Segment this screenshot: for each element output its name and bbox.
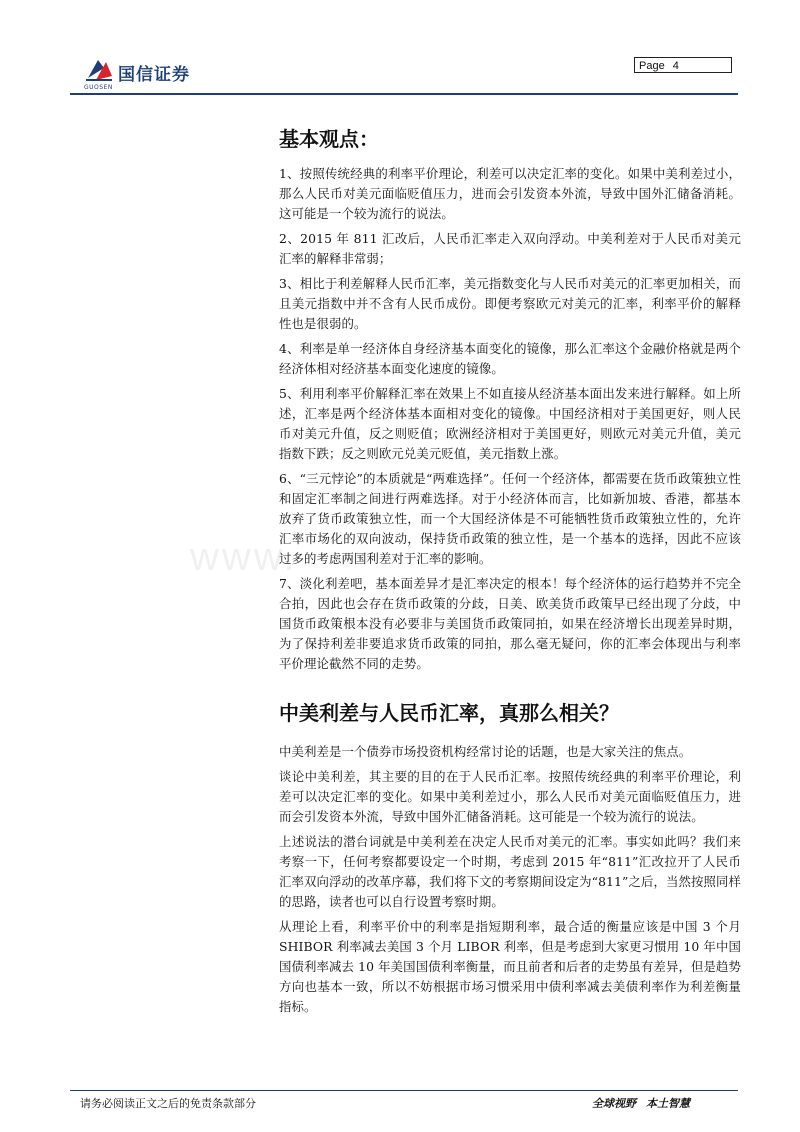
article-body: [279, 126, 741, 1022]
footer-disclaimer: 请务必阅读正文之后的免责条款部分: [80, 1097, 256, 1110]
paragraph: 6、“三元悖论”的本质就是“两难选择”。任何一个经济体，都需要在货币政策独立性和固定汇率制之间进行两难选择。对于小经济体而言，比如新加坡、香港，都基本放弃了货币政策独立性，而一个大国经济体是不可能牺牲货币政策独立性的，允许汇率市场化的双向波动，保持货币政策的独立性，是一个基本的选择，因此不应该过多的考虑两国利差对于汇率的影响。: [279, 471, 741, 566]
paragraph: 7、淡化利差吧，基本面差异才是汇率决定的根本！每个经济体的运行趋势并不完全合拍，因此也会存在货币政策的分歧，日美、欧美货币政策早已经出现了分歧，中国货币政策根本没有必要非与美国货币政策同拍，如果在经济增长出现差异时期，为了保持利差非要追求货币政策的同拍，那么毫无疑问，你的汇率会体现出与利率平价理论截然不同的走势。: [279, 576, 741, 671]
paragraph: 中美利差是一个债券市场投资机构经常讨论的话题，也是大家关注的焦点。: [279, 744, 692, 759]
slogan-global-vision: 全球视野: [592, 1097, 636, 1110]
watermark: www.: [190, 535, 298, 579]
page-label: Page: [639, 60, 665, 72]
paragraph: 5、利用利率平价解释汇率在效果上不如直接从经济基本面出发来进行解释。如上所述，汇率是两个经济体基本面相对变化的镜像。中国经济相对于美国更好，则人民币对美元升值，反之则贬值；欧洲经济相对于美国更好，则欧元对美元升值，美元指数下跌；反之则欧元兑美元贬值，美元指数上涨。: [279, 386, 741, 461]
page-number: 4: [672, 60, 679, 72]
guosen-logo-icon: [84, 56, 114, 84]
slogan-local-wisdom: 本土智慧: [646, 1097, 690, 1110]
paragraph: 谈论中美利差，其主要的目的在于人民币汇率。按照传统经典的利率平价理论，利差可以决定汇率的变化。如果中美利差过小，那么人民币对美元面临贬值压力，进而会引发资本外流，导致中国外汇储备消耗。这可能是一个较为流行的说法。: [279, 769, 741, 824]
paragraph: 1、按照传统经典的利率平价理论，利差可以决定汇率的变化。如果中美利差过小，那么人民币对美元面临贬值压力，进而会引发资本外流，导致中国外汇储备消耗。这可能是一个较为流行的说法。: [279, 166, 741, 221]
section-title-key-points: 基本观点：: [279, 127, 379, 151]
paragraph: 3、相比于利差解释人民币汇率，美元指数变化与人民币对美元的汇率更加相关，而且美元指数中并不含有人民币成份。即便考察欧元对美元的汇率，利率平价的解释性也是很弱的。: [279, 276, 741, 331]
paragraph: 上述说法的潜台词就是中美利差在决定人民币对美元的汇率。事实如此吗？我们来考察一下，任何考察都要设定一个时期，考虑到 2015 年“811”汇改拉开了人民币汇率双向浮动的改革序幕，我们将下文的考察期间设定为“811”之后，当然按照同样的思路，读者也可以自行设置考察时期。: [279, 834, 741, 909]
paragraph: 从理论上看，利率平价中的利率是指短期利率，最合适的衡量应该是中国 3 个月 SHIBOR 利率减去美国 3 个月 LIBOR 利率，但是考虑到大家更习惯用 10 年中国国债利率减去 10 年美国国债利率衡量，而且前者和后者的走势虽有差异，但是趋势方向也基本一致，所以不妨根据市场习惯采用中债利率减去美债利率作为利差衡量指标。: [279, 919, 741, 1014]
paragraph: 4、利率是单一经济体自身经济基本面变化的镜像，那么汇率这个金融价格就是两个经济体相对经济基本面变化速度的镜像。: [279, 341, 741, 376]
section-title-spread-vs-rmb: 中美利差与人民币汇率，真那么相关？: [279, 701, 619, 725]
brand-name: 国信证券: [118, 65, 190, 85]
page-indicator: [634, 57, 732, 73]
brand-logo: [84, 56, 204, 92]
footer-slogan: [592, 1095, 690, 1111]
brand-sub: GUOSEN: [84, 84, 113, 91]
header-divider: [70, 93, 738, 95]
footer-divider: [70, 1090, 738, 1091]
page-header: [0, 0, 800, 100]
paragraph: 2、2015 年 811 汇改后，人民币汇率走入双向浮动。中美利差对于人民币对美元汇率的解释非常弱；: [279, 231, 741, 266]
